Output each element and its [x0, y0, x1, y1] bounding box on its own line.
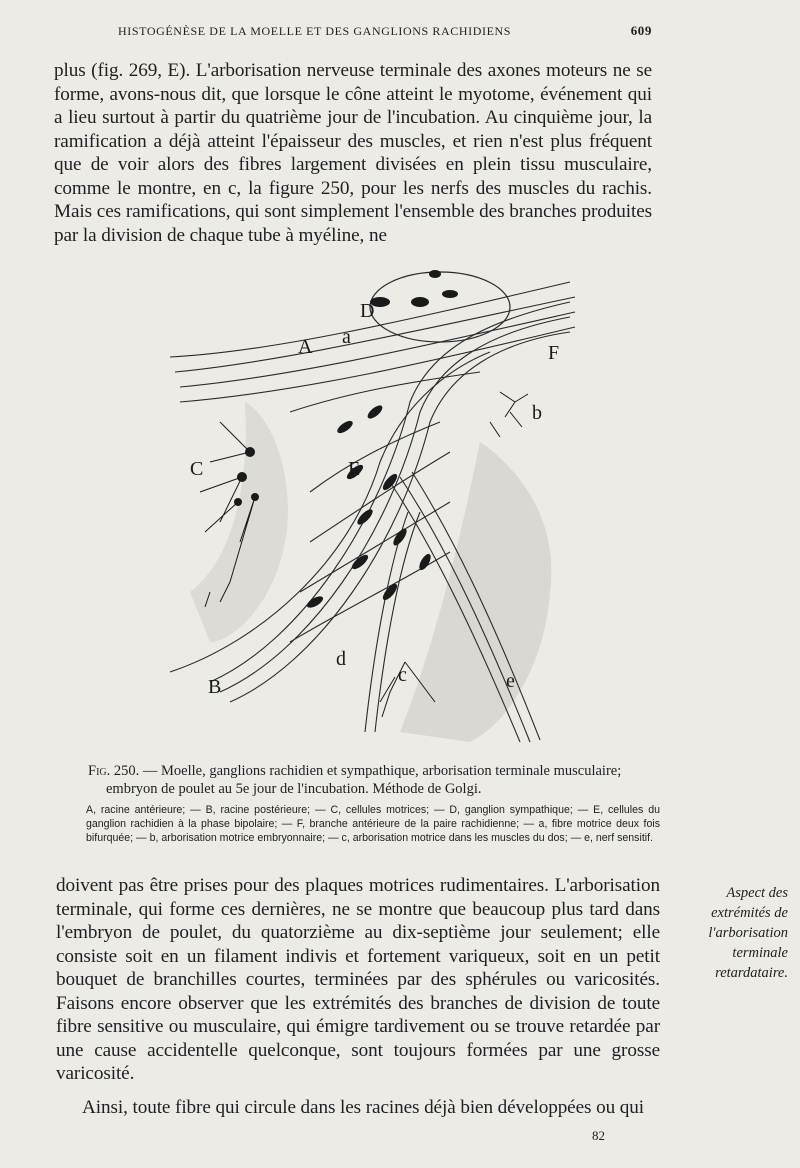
label-e: e	[506, 670, 515, 692]
label-E: E	[348, 458, 361, 480]
margin-note: Aspect des extrémités de l'arborisation terminale retardataire.	[708, 885, 788, 981]
label-b: b	[532, 402, 542, 424]
signature-mark: 82	[592, 1128, 605, 1143]
figure-legend: A, racine antérieure; — B, racine postérieure; — C, cellules motrices; — D, ganglion sympathique; — E, cellules du ganglion rachidien à la phase bipolaire; — F, branche antérieure de la paire rachidienne; — a, fibre motrice deux fois bifurquée; — b, arborisation motrice embryonnaire; — c, arborisation motrice dans les muscles du dos; — e, nerf sensitif.	[86, 804, 660, 844]
paragraph-last: Ainsi, toute fibre qui circule dans les racines déjà bien développées ou qui	[82, 1097, 644, 1118]
label-d: d	[336, 648, 346, 670]
figure-caption	[88, 762, 656, 798]
label-F: F	[548, 342, 560, 364]
running-header	[118, 20, 650, 42]
label-c: c	[398, 664, 407, 686]
label-C: C	[190, 458, 204, 480]
running-title: HISTOGÉNÈSE DE LA MOELLE ET DES GANGLIONS RACHIDIENS	[118, 24, 512, 38]
sympathetic-ganglion	[370, 272, 510, 342]
label-B: B	[208, 676, 222, 698]
figure-number: Fig. 250.	[88, 763, 140, 779]
page-number: 609	[630, 23, 652, 38]
stippled-cord	[190, 402, 288, 642]
paragraph-bottom: doivent pas être prises pour des plaques motrices rudimentaires. L'arborisation terminale, qui forme ces dernières, ne se montre que beaucoup plus tard dans l'embryon de poulet, du quatorzième au dix-septième jour seulement; elle consiste soit en un filament indivis et fortement variqueux, soit en un petit bouquet de branchilles courtes, terminées par des sphérules ou varicosités. Faisons encore observer que les extrémités des branches de division de toute fibre sensitive ou musculaire, qui émigre tardivement ou se trouve retardée par une cause accidentelle quelconque, sont toujours formées par une grosse varicosité.	[56, 875, 660, 1084]
figure-250	[150, 262, 580, 750]
caption-text: — Moelle, ganglions rachidien et sympathique, arborisation terminale musculaire; embryon de poulet au 5e jour de l'incubation. Méthode de Golgi.	[106, 763, 622, 797]
label-A: A	[298, 336, 313, 358]
stippled-ganglion	[400, 442, 551, 742]
paragraph-top: plus (fig. 269, E). L'arborisation nerveuse terminale des axones moteurs ne se forme, avons-nous dit, que lorsque le cône atteint le myotome, événement qui a lieu surtout à partir du quatrième jour de l'incubation. Au cinquième jour, la ramification a déjà atteint l'épaisseur des muscles, et rien n'est plus fréquent que de voir alors des fibres largement divisées en plein tissu musculaire, comme le montre, en c, la figure 250, pour les nerfs des muscles du rachis. Mais ces ramifications, qui sont simplement l'ensemble des branches produites par la division de chaque tube à myéline, ne	[54, 60, 652, 246]
label-a: a	[342, 326, 351, 348]
label-D: D	[360, 300, 375, 322]
